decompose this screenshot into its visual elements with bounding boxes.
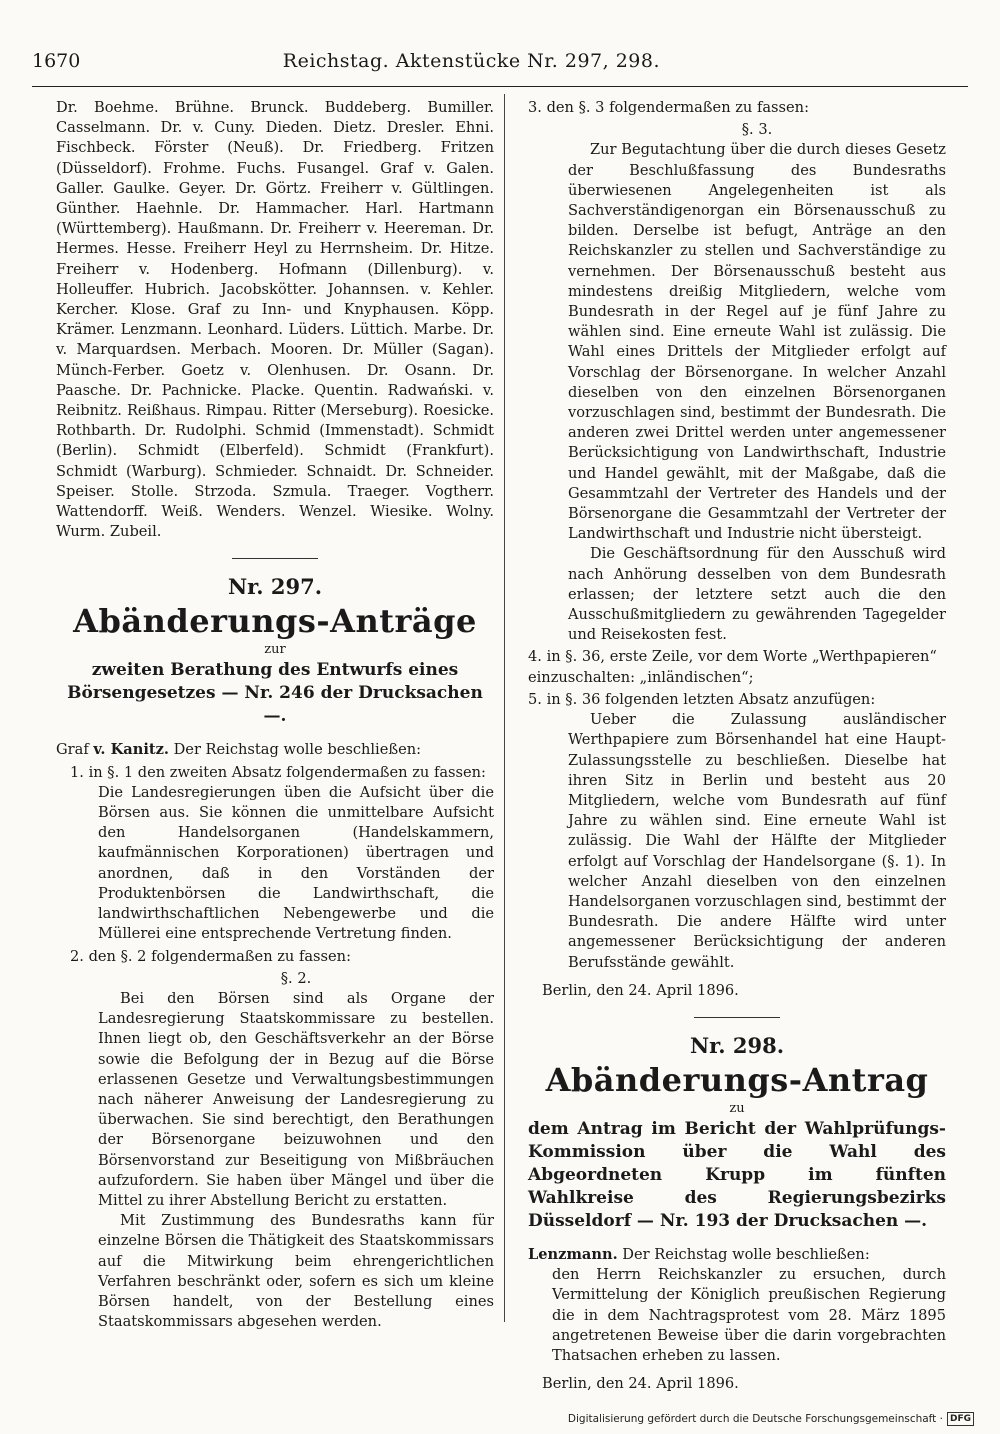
date-line-297: Berlin, den 24. April 1896. (542, 981, 739, 999)
section-label-3: §. 3. (741, 121, 773, 139)
doc-subject-297: zweiten Berathung des Entwurfs eines Börsengesetzes — Nr. 246 der Drucksachen —. (67, 660, 483, 727)
item-1-head: 1. in §. 1 den zweiten Absatz folgendermaßen zu fassen: (70, 763, 486, 781)
motion-intro-297 (56, 740, 494, 760)
page-header (32, 50, 968, 84)
header-rule (32, 86, 968, 87)
doc-title-297: Abänderungs-Anträge (73, 602, 477, 641)
date-line-298: Berlin, den 24. April 1896. (542, 1375, 739, 1393)
motion-text-298: den Herrn Reichskanzler zu ersuchen, durch Vermittelung der Königlich preußischen Regierung die in dem Nachtragsprotest vom 28. März 1895 angetretenen Beweise über die darin vorgebrachten Thatsachen erheben zu lassen. (552, 1266, 946, 1364)
item-2-paragraph-1: Bei den Börsen sind als Organe der Landesregierung Staatskommissare zu bestellen. Ihnen liegt ob, den Geschäftsverkehr an der Börse sowie die Befolgung der in Bezug auf die Börse erlassenen Gesetze und Verwaltungsbestimmungen nach näherer Anweisung der Landesregierung zu überwachen. Sie sind berechtigt, den Berathungen der Börsenorgane beizuwohnen und den Börsenvorstand zur Beseitigung von Mißbräuchen aufzufordern. Sie haben über Mängel und über die Mittel zu ihrer Abstellung Bericht zu erstatten. (98, 989, 494, 1209)
running-title: Reichstag. Aktenstücke Nr. 297, 298. (282, 50, 660, 72)
page-number: 1670 (32, 50, 81, 72)
left-column (56, 98, 494, 1332)
motion-intro-298 (528, 1245, 946, 1265)
doc-subject-298: dem Antrag im Bericht der Wahlprüfungs-Kommission über die Wahl des Abgeordneten Krupp im fünften Wahlkreise des Regierungsbezirks Düsseldorf — Nr. 193 der Drucksachen —. (528, 1118, 946, 1231)
item-5-head: 5. in §. 36 folgenden letzten Absatz anzufügen: (528, 690, 876, 708)
item-3-paragraph-2: Die Geschäftsordnung für den Ausschuß wird nach Anhörung desselben von dem Bundesrath erlassen; der letztere setzt auch die den Ausschußmitgliedern zu gewährenden Tagegelder und Reisekosten fest. (568, 545, 946, 644)
column-divider (504, 94, 505, 1322)
right-column (528, 98, 946, 1394)
motion-intro-text: Der Reichstag wolle beschließen: (173, 741, 422, 759)
item-3-head: 3. den §. 3 folgendermaßen zu fassen: (528, 99, 809, 116)
doc-number-297: Nr. 297. (227, 574, 323, 600)
doc-number-298: Nr. 298. (689, 1032, 785, 1058)
mover-name-298: Lenzmann. (528, 1245, 618, 1263)
section-divider (232, 558, 318, 559)
doc-connector-298: zu (729, 1100, 745, 1116)
motion-intro-text-298: Der Reichstag wolle beschließen: (622, 1245, 870, 1263)
section-label-2: §. 2. (280, 969, 312, 987)
item-3-paragraph-1: Zur Begutachtung über die durch dieses Gesetz der Beschlußfassung des Bundesraths überwiesenen Angelegenheiten ist als Sachverständigenorgan ein Börsenausschuß zu bilden. Derselbe ist befugt, Anträge an den Reichskanzler zu stellen und Sachverständige zu vernehmen. Der Börsenausschuß besteht aus mindestens dreißig Mitgliedern, welche vom Bundesrath in der Regel auf je fünf Jahre zu wählen sind. Eine erneute Wahl ist zulässig. Die Wahl eines Drittels der Mitglieder erfolgt auf Vorschlag der Börsenorgane. In welcher Anzahl dieselben von den einzelnen Börsenorganen vorzuschlagen sind, bestimmt der Bundesrath. Die anderen zwei Drittel werden unter angemessener Berücksichtigung von Landwirthschaft, Industrie und Handel gewählt, mit der Maßgabe, daß die Gesammtzahl der Vertreter des Handels und der Börsenorgane die Gesammtzahl der Vertreter der Landwirthschaft und Industrie nicht übersteigt. (568, 141, 946, 543)
item-1-text: Die Landesregierungen üben die Aufsicht über die Börsen aus. Sie können die unmittelbare Aufsicht den Handelsorganen (Handelskammern, kaufmännischen Korporationen) übertragen und anordnen, daß in den Vorständen der Produktenbörsen die Landwirthschaft, die landwirthschaftlichen Nebengewerbe und die Müllerei eine entsprechende Vertretung finden. (98, 783, 494, 943)
section-divider-298 (694, 1017, 780, 1018)
doc-connector-297: zur (264, 642, 286, 658)
digitization-credit (568, 1412, 974, 1426)
mover-prefix: Graf (56, 741, 89, 759)
item-2-head: 2. den §. 2 folgendermaßen zu fassen: (70, 947, 351, 965)
item-2-paragraph-2: Mit Zustimmung des Bundesraths kann für einzelne Börsen die Thätigkeit des Staatskommissars auf die Mitwirkung beim ehrengerichtlichen Verfahren beschränkt oder, sofern es sich um kleine Börsen handelt, von der Bestellung eines Staatskommissars abgesehen werden. (98, 1212, 494, 1331)
item-4: 4. in §. 36, erste Zeile, vor dem Worte „Werthpapieren“ einzuschalten: „inländischen“; (528, 648, 937, 686)
credit-text: Digitalisierung gefördert durch die Deutsche Forschungsgemeinschaft · (567, 1413, 943, 1425)
mover-name: v. Kanitz. (93, 741, 169, 759)
doc-title-298: Abänderungs-Antrag (545, 1060, 929, 1099)
dfg-logo: DFG (947, 1412, 974, 1426)
signatory-list: Dr. Boehme. Brühne. Brunck. Buddeberg. Bumiller. Casselmann. Dr. v. Cuny. Dieden. Dietz. Dresler. Ehni. Fischbeck. Förster (Neuß). Dr. Friedberg. Fritzen (Düsseldorf). Frohme. Fuchs. Fusangel. Graf v. Galen. Galler. Gaulke. Geyer. Dr. Görtz. Freiherr v. Gültlingen. Günther. Haehnle. Dr. Hammacher. Harl. Hartmann (Württemberg). Haußmann. Dr. Freiherr v. Heereman. Dr. Hermes. Hesse. Freiherr Heyl zu Herrnsheim. Dr. Hitze. Freiherr v. Hodenberg. Hofmann (Dillenburg). v. Holleuffer. Hubrich. Jacobskötter. Johannsen. v. Kehler. Kercher. Klose. Graf zu Inn- und Knyphausen. Köpp. Krämer. Lenzmann. Leonhard. Lüders. Lüttich. Marbe. Dr. v. Marquardsen. Merbach. Mooren. Dr. Müller (Sagan). Münch-Ferber. Goetz v. Olenhusen. Dr. Osann. Dr. Paasche. Dr. Pachnicke. Placke. Quentin. Radwański. v. Reibnitz. Reißhaus. Rimpau. Ritter (Merseburg). Roesicke. Rothbarth. Dr. Rudolphi. Schmid (Immenstadt). Schmidt (Berlin). Schmidt (Elberfeld). Schmidt (Frankfurt). Schmidt (Warburg). Schmieder. Schnaidt. Dr. Schneider. Speiser. Stolle. Strzoda. Szmula. Traeger. Vogtherr. Wattendorff. Weiß. Wenders. Wenzel. Wiesike. Wolny. Wurm. Zubeil. (56, 99, 494, 541)
item-5-text: Ueber die Zulassung ausländischer Werthpapiere zum Börsenhandel hat eine Haupt-Zulassungsstelle zu beschließen. Dieselbe hat ihren Sitz in Berlin und besteht aus 20 Mitgliedern, welche vom Bundesrath auf fünf Jahre zu wählen sind. Eine erneute Wahl ist zulässig. Die Wahl der Hälfte der Mitglieder erfolgt auf Vorschlag der Handelsorgane (§. 1). In welcher Anzahl dieselben von den einzelnen Handelsorganen vorzuschlagen sind, bestimmt der Bundesrath. Die andere Hälfte wird unter angemessener Berücksichtigung der anderen Berufsstände gewählt. (568, 711, 946, 971)
